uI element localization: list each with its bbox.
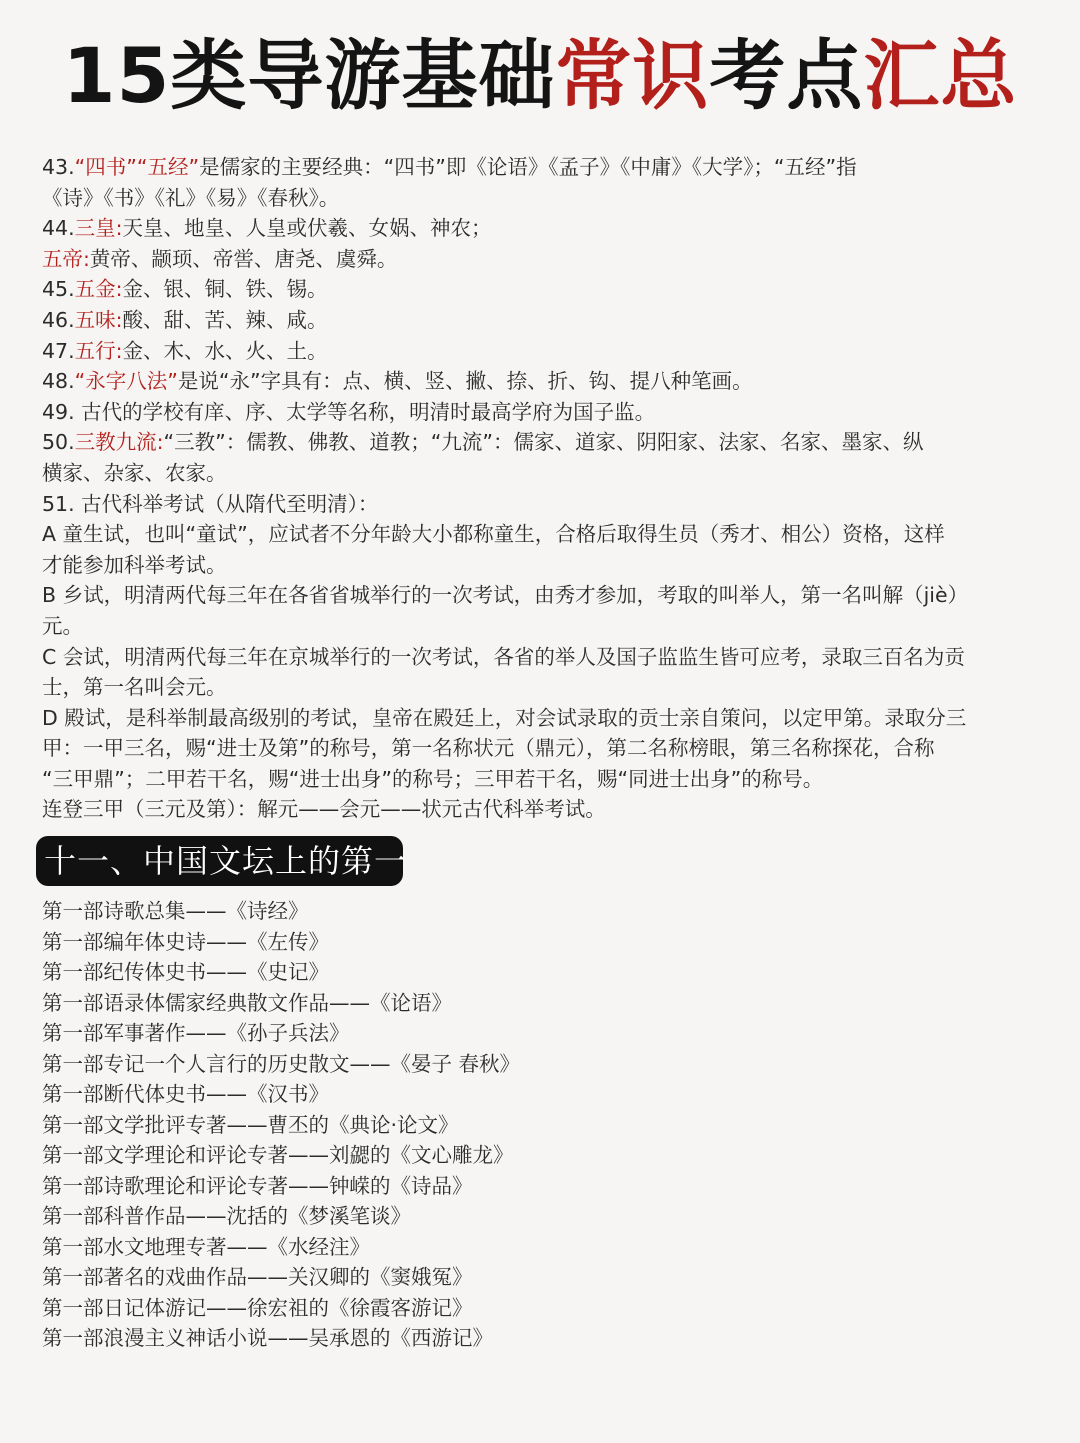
item-51-a-line-2: 才能参加科举考试。 [42, 552, 227, 577]
title-part-1: 15类导游基础 [62, 31, 556, 120]
item-45-text: 金、银、铜、铁、锡。 [122, 277, 328, 302]
list-item: 第一部科普作品——沈括的《梦溪笔谈》 [42, 1204, 411, 1228]
knowledge-list [42, 152, 1042, 825]
list-item: 第一部纪传体史书——《史记》 [42, 960, 329, 984]
item-48-number: 48. [42, 369, 75, 394]
firsts-list [42, 896, 1042, 1354]
title-part-3: 考点 [709, 31, 864, 120]
item-43-line-2: 《诗》《书》《礼》《易》《春秋》。 [42, 185, 340, 210]
item-46-number: 46. [42, 307, 75, 332]
item-48-text: 是说“永”字具有：点、横、竖、撇、捺、折、钩、提八种笔画。 [177, 369, 753, 394]
item-50-text: “三教”：儒教、佛教、道教；“九流”：儒家、道家、阴阳家、法家、名家、墨家、纵 [163, 430, 924, 455]
title-part-4: 汇总 [863, 31, 1018, 120]
list-item: 第一部水文地理专著——《水经注》 [42, 1234, 370, 1259]
item-51-e-line-1: 连登三甲（三元及第）：解元——会元——状元古代科举考试。 [42, 797, 606, 822]
item-44-text-2: 黄帝、颛顼、帝喾、唐尧、虞舜。 [89, 246, 398, 271]
item-43-text: 是儒家的主要经典：“四书”即《论语》《孟子》《中庸》《大学》；“五经”指 [199, 155, 857, 179]
list-item: 第一部断代体史书——《汉书》 [42, 1082, 329, 1106]
list-item: 第一部诗歌总集——《诗经》 [42, 899, 309, 923]
item-44-line-2 [42, 244, 1042, 275]
item-44-text: 天皇、地皇、人皇或伏羲、女娲、神农； [122, 216, 492, 241]
item-51-d-line-3: “三甲鼎”；二甲若干名，赐“进士出身”的称号；三甲若干名，赐“同进士出身”的称号。 [42, 766, 824, 791]
item-50-keyword: 三教九流: [74, 430, 164, 455]
list-item: 第一部诗歌理论和评论专著——钟嵘的《诗品》 [42, 1173, 473, 1198]
item-51-d-line-1: D 殿试，是科举制最高级别的考试，皇帝在殿廷上，对会试录取的贡士亲自策问，以定甲第。录取分三 [42, 705, 967, 730]
item-49: 49. 古代的学校有庠、序、太学等名称，明清时最高学府为国子监。 [42, 399, 656, 424]
item-51-c-line-1: C 会试，明清两代每三年在京城举行的一次考试，各省的举人及国子监监生皆可应考，录取三百名为贡 [42, 644, 965, 669]
title-part-2: 常识 [555, 31, 710, 120]
item-44-line-1 [42, 213, 1042, 244]
item-51-head: 51. 古代科举考试（从隋代至明清）： [42, 491, 379, 516]
list-item: 第一部语录体儒家经典散文作品——《论语》 [42, 990, 452, 1015]
item-44-keyword: 三皇: [74, 216, 123, 241]
item-46 [42, 305, 1042, 336]
item-43-keyword: “四书”“五经” [74, 155, 200, 179]
page-title [0, 30, 1080, 122]
item-45-number: 45. [42, 277, 75, 302]
item-46-keyword: 五味: [74, 307, 123, 332]
item-50-line-2: 横家、杂家、农家。 [42, 460, 227, 485]
list-item: 第一部专记一个人言行的历史散文——《晏子 春秋》 [42, 1051, 521, 1076]
list-item: 第一部著名的戏曲作品——关汉卿的《窦娥冤》 [42, 1265, 473, 1289]
list-item: 第一部浪漫主义神话小说——吴承恩的《西游记》 [42, 1326, 493, 1350]
item-51-c-line-2: 士，第一名叫会元。 [42, 675, 227, 700]
item-46-text: 酸、甜、苦、辣、咸。 [122, 307, 328, 332]
item-47 [42, 336, 1042, 367]
list-item: 第一部文学批评专著——曹丕的《典论·论文》 [42, 1112, 459, 1137]
item-48 [42, 366, 1042, 397]
item-45-keyword: 五金: [74, 277, 123, 302]
item-44-keyword-2: 五帝: [42, 246, 90, 271]
item-43-line-1 [42, 152, 1042, 183]
item-45 [42, 274, 1042, 305]
item-51-b-line-2: 元。 [42, 613, 83, 638]
item-50-line-1 [42, 427, 1042, 458]
item-51-a-line-1: A 童生试，也叫“童试”，应试者不分年龄大小都称童生，合格后取得生员（秀才、相公）资格，这样 [42, 522, 945, 547]
section-heading: 十一、中国文坛上的第一 [36, 836, 403, 886]
list-item: 第一部军事著作——《孙子兵法》 [42, 1021, 350, 1045]
item-43-number: 43. [42, 155, 75, 179]
item-50-number: 50. [42, 430, 75, 455]
item-51-b-line-1: B 乡试，明清两代每三年在各省省城举行的一次考试，由秀才参加，考取的叫举人，第一名叫解（jiè） [42, 583, 969, 608]
item-44-number: 44. [42, 216, 75, 241]
item-47-keyword: 五行: [74, 338, 123, 363]
list-item: 第一部日记体游记——徐宏祖的《徐霞客游记》 [42, 1295, 473, 1320]
item-47-number: 47. [42, 338, 75, 363]
list-item: 第一部编年体史诗——《左传》 [42, 929, 329, 954]
item-51-d-line-2: 甲：一甲三名，赐“进士及第”的称号，第一名称状元（鼎元），第二名称榜眼，第三名称探花，合称 [42, 736, 935, 761]
item-48-keyword: “永字八法” [74, 369, 178, 394]
item-47-text: 金、木、水、火、土。 [122, 338, 328, 363]
list-item: 第一部文学理论和评论专著——刘勰的《文心雕龙》 [42, 1143, 514, 1167]
